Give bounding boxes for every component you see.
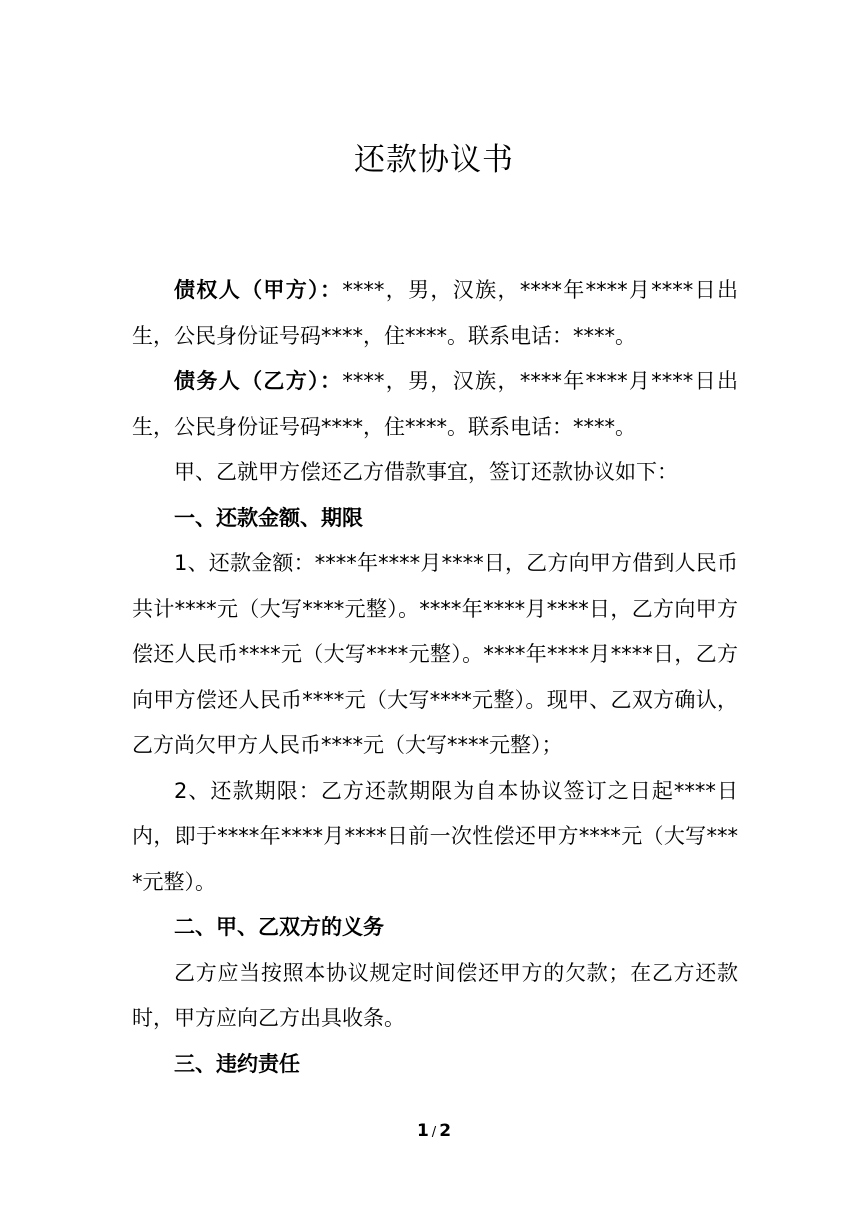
page-separator: / xyxy=(431,1125,437,1140)
page-number xyxy=(0,1120,868,1144)
creditor-paragraph xyxy=(132,268,738,359)
repayment-term-paragraph: 2、还款期限：乙方还款期限为自本协议签订之日起****日内，即于****年****月****日前一次性偿还甲方****元（大写****元整）。 xyxy=(132,778,738,894)
section-heading-obligations: 二、甲、乙双方的义务 xyxy=(174,915,384,939)
debtor-label: 债务人（乙方）： xyxy=(174,369,343,393)
creditor-text: ****，男，汉族，****年****月****日出生，公民身份证号码****，住****。联系电话：****。 xyxy=(132,278,739,348)
section-heading-liability: 三、违约责任 xyxy=(174,1051,300,1076)
repayment-amount-paragraph: 1、还款金额：****年****月****日，乙方向甲方借到人民币共计****元（大写****元整）。****年****月****日，乙方向甲方偿还人民币****元（大写****元整）。****年****月****日，乙方向甲方偿还人民币****元（大写****元整）。现甲、乙双方确认，乙方尚欠甲方人民币****元（大写****元整）； xyxy=(132,551,738,757)
total-pages: 2 xyxy=(439,1121,452,1141)
obligations-paragraph: 乙方应当按照本协议规定时间偿还甲方的欠款；在乙方还款时，甲方应向乙方出具收条。 xyxy=(132,960,738,1030)
document-body xyxy=(132,268,738,1087)
current-page: 1 xyxy=(416,1121,429,1141)
intro-paragraph: 甲、乙就甲方偿还乙方借款事宜，签订还款协议如下： xyxy=(174,460,678,484)
debtor-text: ****，男，汉族，****年****月****日出生，公民身份证号码****，住****。联系电话：****。 xyxy=(132,369,739,439)
creditor-label: 债权人（甲方）： xyxy=(174,278,343,302)
section-heading-repayment: 一、还款金额、期限 xyxy=(174,505,363,530)
document-title: 还款协议书 xyxy=(354,142,514,178)
debtor-paragraph xyxy=(132,359,738,450)
